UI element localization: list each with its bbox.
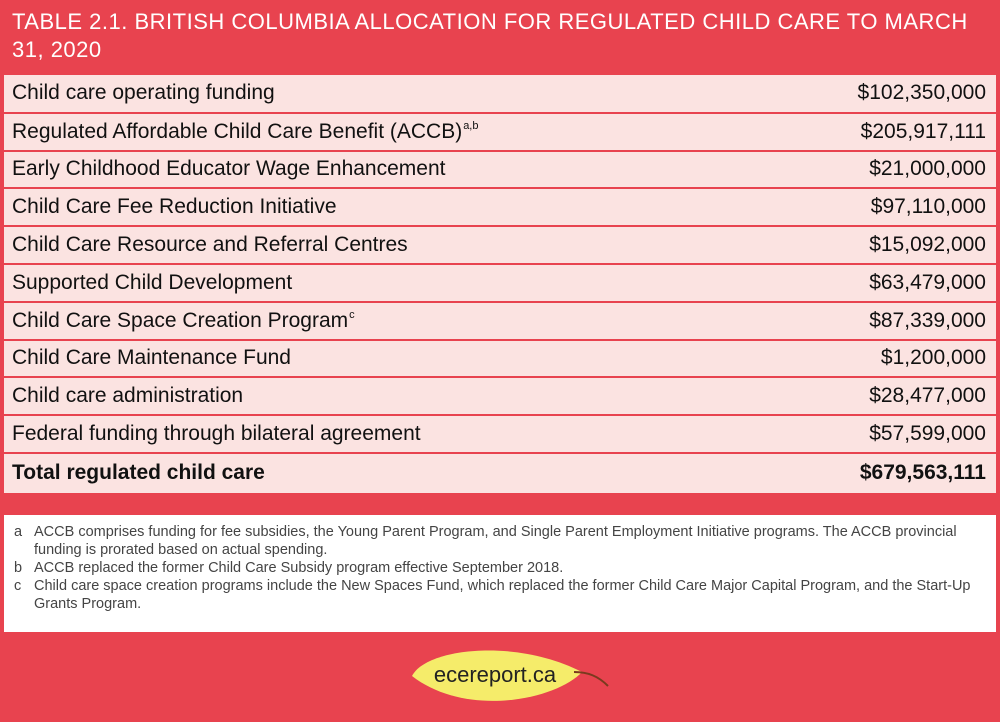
row-label-cell xyxy=(4,113,766,151)
footnote-key: c xyxy=(14,578,22,594)
row-amount: $57,599,000 xyxy=(766,415,996,453)
row-label: Supported Child Development xyxy=(12,270,293,294)
footnote-marker: c xyxy=(349,308,355,321)
footnote-text: Child care space creation programs include the New Spaces Fund, which replaced the former Child Care Major Capital Program, and the Start-Up Grants Program. xyxy=(34,578,971,612)
row-label: Federal funding through bilateral agreement xyxy=(12,422,421,446)
allocation-table xyxy=(4,75,996,493)
footnote xyxy=(14,559,986,577)
row-label: Child Care Fee Reduction Initiative xyxy=(12,195,337,219)
table-body xyxy=(4,75,996,493)
row-label-cell xyxy=(4,188,766,226)
footnote-text: ACCB replaced the former Child Care Subsidy program effective September 2018. xyxy=(34,560,564,576)
table-row xyxy=(4,264,996,302)
row-amount: $15,092,000 xyxy=(766,226,996,264)
row-label: Child Care Space Creation Program xyxy=(12,308,349,332)
allocation-table-container xyxy=(4,75,996,493)
table-title: TABLE 2.1. BRITISH COLUMBIA ALLOCATION FOR REGULATED CHILD CARE TO MARCH 31, 2020 xyxy=(12,9,968,62)
table-row xyxy=(4,340,996,378)
table-row xyxy=(4,151,996,189)
row-amount: $63,479,000 xyxy=(766,264,996,302)
table-row xyxy=(4,226,996,264)
row-label-cell xyxy=(4,75,766,113)
footnote-marker: a,b xyxy=(463,119,479,132)
footnote-text: ACCB comprises funding for fee subsidies, the Young Parent Program, and Single Parent Employment Initiative programs. The ACCB provincial funding is prorated based on actual spending. xyxy=(34,524,957,558)
table-row xyxy=(4,188,996,226)
footnote xyxy=(14,523,986,559)
row-label-cell xyxy=(4,377,766,415)
row-amount: $1,200,000 xyxy=(766,340,996,378)
footnote-key: a xyxy=(14,524,23,540)
row-label: Regulated Affordable Child Care Benefit (ACCB) xyxy=(12,119,463,143)
logo-text: ecereport.ca xyxy=(433,662,557,687)
row-amount: $21,000,000 xyxy=(766,151,996,189)
footnotes xyxy=(4,515,996,632)
row-label-cell xyxy=(4,226,766,264)
total-amount: $679,563,111 xyxy=(766,453,996,493)
row-amount: $102,350,000 xyxy=(766,75,996,113)
table-row xyxy=(4,377,996,415)
footnote xyxy=(14,577,986,613)
row-amount: $87,339,000 xyxy=(766,302,996,340)
table-row xyxy=(4,75,996,113)
row-label: Child care administration xyxy=(12,384,244,408)
total-label: Total regulated child care xyxy=(4,453,766,493)
row-label-cell xyxy=(4,264,766,302)
row-label: Child care operating funding xyxy=(12,81,275,105)
row-amount: $28,477,000 xyxy=(766,377,996,415)
row-label-cell xyxy=(4,302,766,340)
table-row xyxy=(4,415,996,453)
footnote-key: b xyxy=(14,560,23,576)
row-label: Child Care Maintenance Fund xyxy=(12,346,291,370)
row-label: Child Care Resource and Referral Centres xyxy=(12,233,408,257)
logo xyxy=(406,642,616,712)
table-row xyxy=(4,302,996,340)
total-row xyxy=(4,453,996,493)
row-label-cell xyxy=(4,415,766,453)
row-label-cell xyxy=(4,151,766,189)
row-amount: $205,917,111 xyxy=(766,113,996,151)
row-label-cell xyxy=(4,340,766,378)
row-label: Early Childhood Educator Wage Enhancement xyxy=(12,157,446,181)
row-amount: $97,110,000 xyxy=(766,188,996,226)
table-row xyxy=(4,113,996,151)
